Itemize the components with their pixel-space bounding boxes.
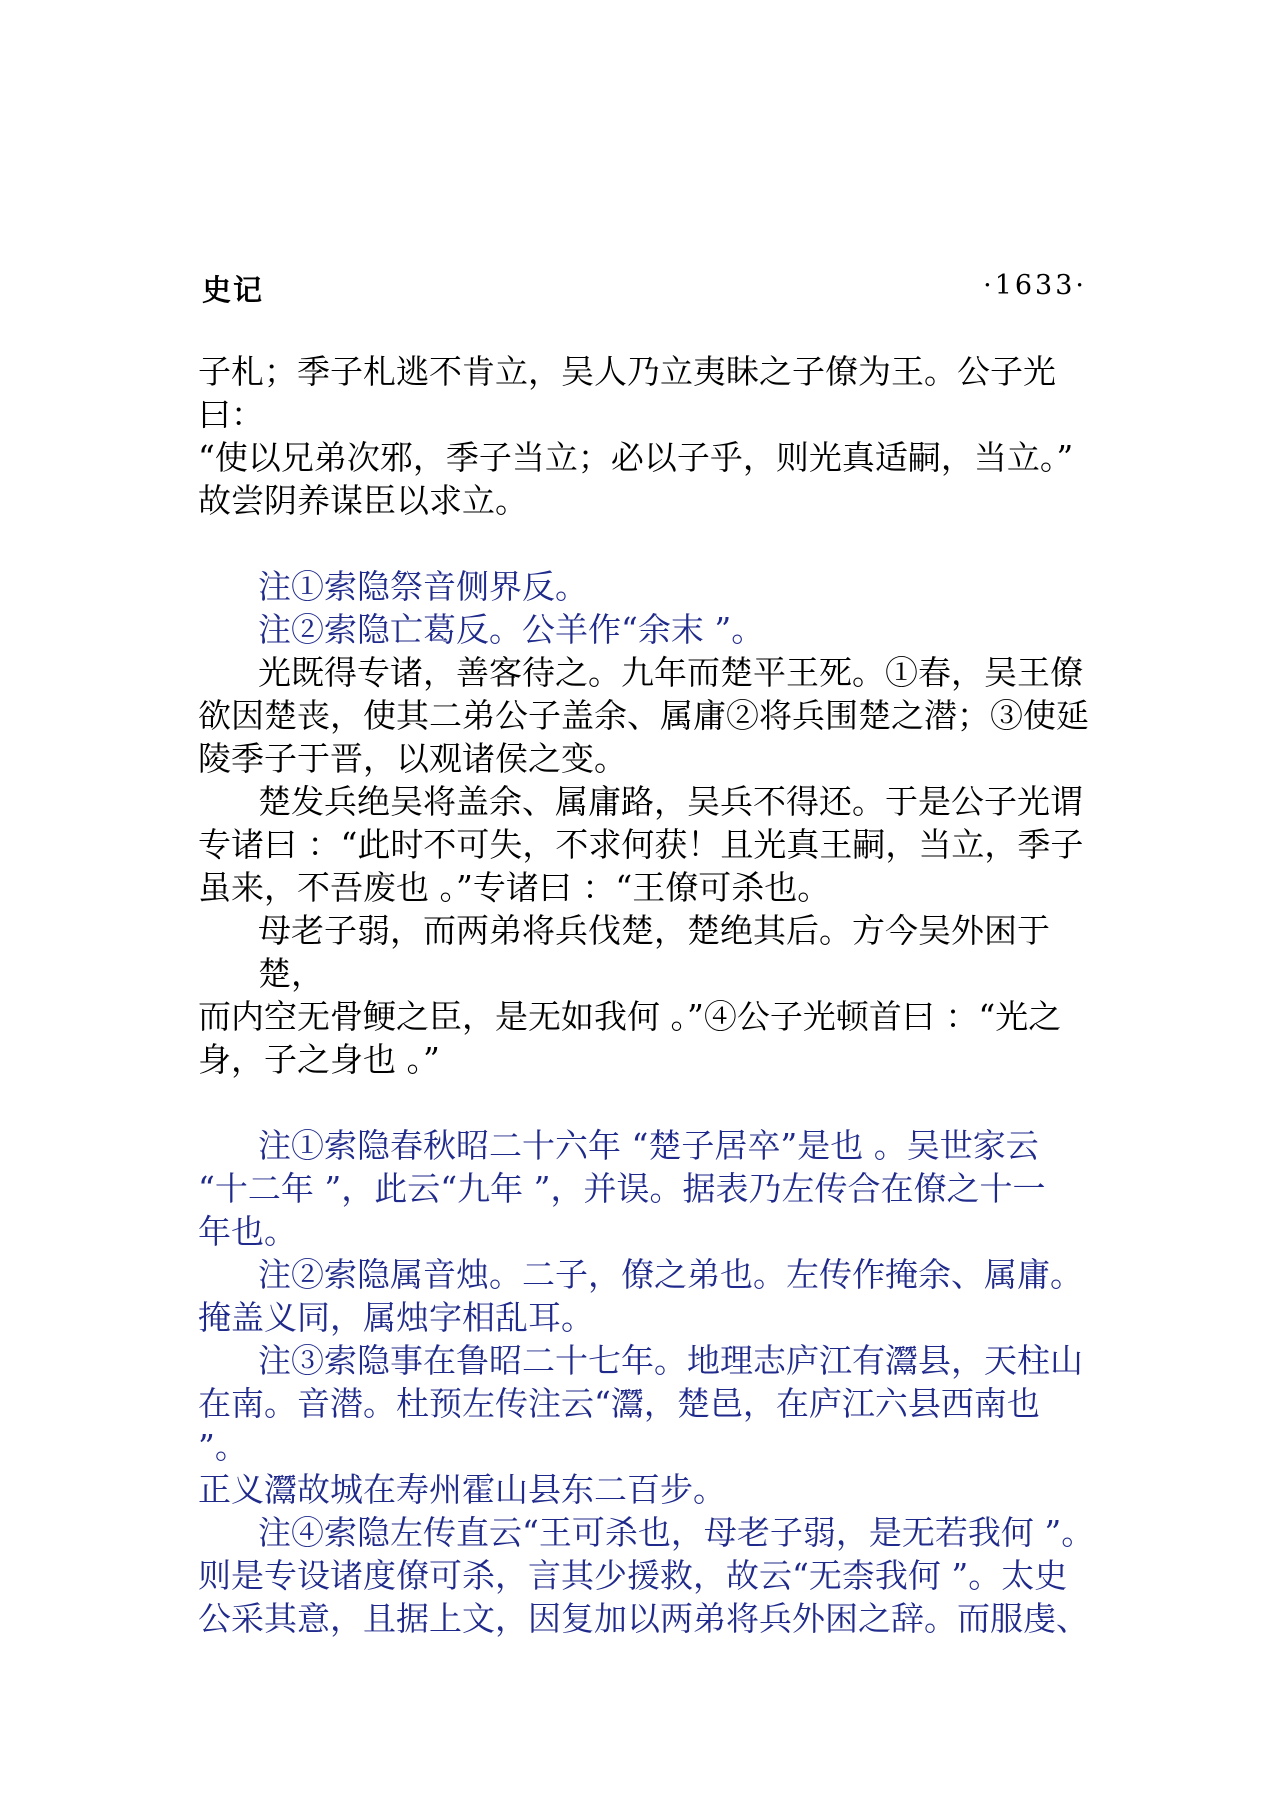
text-line: 欲因楚丧，使其二弟公子盖余、属庸②将兵围楚之潜；③使延 <box>198 696 1089 735</box>
text-line: 身，子之身也 。” <box>198 1040 440 1079</box>
note-line: 注④索隐左传直云“王可杀也，母老子弱，是无若我何 ”。 <box>258 1513 1095 1552</box>
text-line: 子札；季子札逃不肯立，吴人乃立夷眛之子僚为王。公子光曰： <box>198 352 1056 434</box>
blank-line <box>198 1081 1098 1124</box>
body-text <box>198 350 1098 1640</box>
book-title: 史记 <box>202 273 265 307</box>
note-line: 正义灊故城在寿州霍山县东二百步。 <box>198 1470 726 1509</box>
note-line: 则是专设诸度僚可杀，言其少援救，故云“无柰我何 ”。太史 <box>198 1556 1068 1595</box>
page-number: ·1633· <box>983 270 1087 301</box>
text-line: 故尝阴养谋臣以求立。 <box>198 481 528 520</box>
note-line: 注②索隐属音烛。二子，僚之弟也。左传作掩余、属庸。 <box>258 1255 1083 1294</box>
text-line: 虽来，不吾废也 。”专诸曰 ：“王僚可杀也。 <box>198 868 831 907</box>
text-line: 陵季子于晋，以观诸侯之变。 <box>198 739 627 778</box>
text-line: 专诸曰 ：“此时不可失，不求何获！且光真王嗣，当立，季子 <box>198 825 1084 864</box>
note-line: 公采其意，且据上文，因复加以两弟将兵外困之辞。而服虔、 <box>198 1599 1089 1638</box>
text-line: 母老子弱，而两弟将兵伐楚，楚绝其后。方今吴外困于楚， <box>258 911 1050 993</box>
note-line: 掩盖义同，属烛字相乱耳。 <box>198 1298 594 1337</box>
note-line: 注②索隐亡葛反。公羊作“余末 ”。 <box>258 610 765 649</box>
blank-line <box>198 522 1098 565</box>
text-line: 楚发兵绝吴将盖余、属庸路，吴兵不得还。于是公子光谓 <box>258 782 1083 821</box>
text-line: 而内空无骨鲠之臣，是无如我何 。”④公子光顿首曰 ：“光之 <box>198 997 1062 1036</box>
text-line: 光既得专诸，善客待之。九年而楚平王死。①春，吴王僚 <box>258 653 1083 692</box>
note-line: 年也。 <box>198 1212 297 1251</box>
note-line: 注①索隐祭音侧界反。 <box>258 567 588 606</box>
note-line: 注①索隐春秋昭二十六年 “楚子居卒”是也 。吴世家云 <box>258 1126 1039 1165</box>
page-header <box>202 268 1087 312</box>
note-line: 注③索隐事在鲁昭二十七年。地理志庐江有灊县，天柱山 <box>258 1341 1083 1380</box>
text-line: “使以兄弟次邪，季子当立；必以子乎，则光真适嗣，当立。” <box>198 438 1074 477</box>
note-line: 在南。音潜。杜预左传注云“灊，楚邑，在庐江六县西南也 ”。 <box>198 1384 1051 1466</box>
note-line: “十二年 ”，此云“九年 ”，并误。据表乃左传合在僚之十一 <box>198 1169 1046 1208</box>
